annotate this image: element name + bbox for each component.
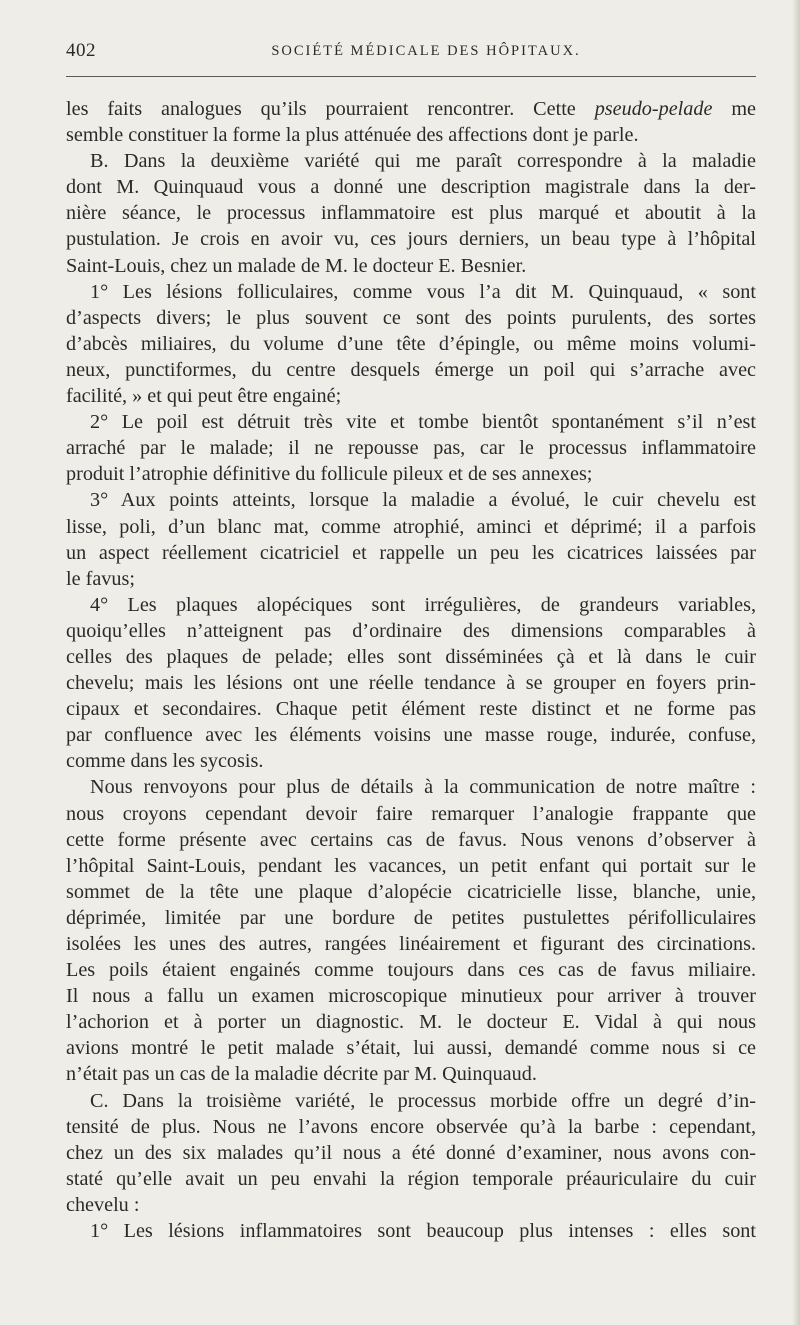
text-line: quoiqu’elles n’atteignent pas d’ordinaire des dimensions comparables à <box>66 619 756 642</box>
text-line: 4° Les plaques alopéciques sont irrégulières, de grandeurs variables, <box>90 593 756 616</box>
text-line: 3° Aux points atteints, lorsque la maladie a évolué, le cuir chevelu est <box>90 489 756 512</box>
italic-term: pseudo-pelade <box>594 98 713 120</box>
text-line: par confluence avec les éléments voisins une masse rouge, indurée, confuse, <box>66 724 756 747</box>
text-line: arraché par le malade; il ne repousse pas, car le processus inflammatoire <box>66 437 756 460</box>
text-line: chez un des six malades qu’il nous a été donné d’examiner, nous avons con- <box>66 1141 756 1164</box>
text-line: B. Dans la deuxième variété qui me paraît correspondre à la maladie <box>90 150 756 173</box>
text-line: celles des plaques de pelade; elles sont disséminées çà et là dans le cuir <box>66 645 756 668</box>
text-line: chevelu : <box>66 1193 140 1216</box>
text-line: avions montré le petit malade s’était, lui aussi, demandé comme nous si ce <box>66 1037 756 1060</box>
text-line: l’achorion et à porter un diagnostic. M. le docteur E. Vidal à qui nous <box>66 1011 756 1034</box>
text-line: produit l’atrophie définitive du follicule pileux et de ses annexes; <box>66 463 593 486</box>
text-line: comme dans les sycosis. <box>66 750 264 773</box>
page-number: 402 <box>66 40 96 61</box>
text-line: Saint-Louis, chez un malade de M. le docteur E. Besnier. <box>66 254 527 277</box>
text-line: pustulation. Je crois en avoir vu, ces jours derniers, un beau type à l’hôpital <box>66 228 756 251</box>
running-header <box>66 40 756 64</box>
text-line: staté qu’elle avait un peu envahi la région temporale préauriculaire du cuir <box>66 1167 756 1190</box>
text-line: 1° Les lésions folliculaires, comme vous l’a dit M. Quinquaud, « sont <box>90 280 756 303</box>
text-line: d’aspects divers; le plus souvent ce sont des points purulents, des sortes <box>66 306 756 329</box>
text-line: C. Dans la troisième variété, le processus morbide offre un degré d’in- <box>90 1089 756 1112</box>
text-line: d’abcès miliaires, du volume d’une tête d’épingle, ou même moins volumi- <box>66 332 756 355</box>
text-line: n’était pas un cas de la maladie décrite par M. Quinquaud. <box>66 1063 537 1086</box>
text-line: semble constituer la forme la plus atténuée des affections dont je parle. <box>66 124 639 147</box>
text-line: 1° Les lésions inflammatoires sont beaucoup plus intenses : elles sont <box>90 1220 756 1243</box>
page-edge-shadow <box>792 0 800 1325</box>
text-line: le favus; <box>66 567 135 590</box>
text-line: chevelu; mais les lésions ont une réelle tendance à se grouper en foyers prin- <box>66 672 756 695</box>
header-rule <box>66 76 756 77</box>
text-line: déprimée, limitée par une bordure de petites pustulettes périfolliculaires <box>66 906 756 929</box>
text-line: lisse, poli, d’un blanc mat, comme atrophié, aminci et déprimé; il a parfois <box>66 515 756 538</box>
text-line: cette forme présente avec certains cas de favus. Nous venons d’observer à <box>66 828 756 851</box>
text-line: l’hôpital Saint-Louis, pendant les vacances, un petit enfant qui portait sur le <box>66 854 756 877</box>
text-line: nière séance, le processus inflammatoire est plus marqué et aboutit à la <box>66 202 756 225</box>
text-line: Il nous a fallu un examen microscopique minutieux pour arriver à trouver <box>66 985 756 1008</box>
text-line: les faits analogues qu’ils pourraient rencontrer. Cette pseudo-pelade me <box>66 98 756 120</box>
text-line: tensité de plus. Nous ne l’avons encore observée qu’à la barbe : cependant, <box>66 1115 756 1138</box>
text-line: Nous renvoyons pour plus de détails à la communication de notre maître : <box>90 776 756 799</box>
text-line: sommet de la tête une plaque d’alopécie cicatricielle lisse, blanche, unie, <box>66 880 756 903</box>
text-line: nous croyons cependant devoir faire remarquer l’analogie frappante que <box>66 802 756 825</box>
text-line: neux, punctiformes, du centre desquels émerge un poil qui s’arrache avec <box>66 358 756 381</box>
text-line: 2° Le poil est détruit très vite et tombe bientôt spontanément s’il n’est <box>90 411 756 434</box>
text-line: cipaux et secondaires. Chaque petit élément reste distinct et ne forme pas <box>66 698 756 721</box>
text-line: isolées les unes des autres, rangées linéairement et figurant des circinations. <box>66 933 756 955</box>
text-line: Les poils étaient engainés comme toujours dans ces cas de favus miliaire. <box>66 959 756 982</box>
text-line: dont M. Quinquaud vous a donné une description magistrale dans la der- <box>66 176 756 199</box>
text-line: facilité, » et qui peut être engainé; <box>66 385 342 408</box>
running-title: SOCIÉTÉ MÉDICALE DES HÔPITAUX. <box>271 43 581 59</box>
text-line: un aspect réellement cicatriciel et rappelle un peu les cicatrices laissées par <box>66 541 756 564</box>
body-text <box>66 96 756 1244</box>
